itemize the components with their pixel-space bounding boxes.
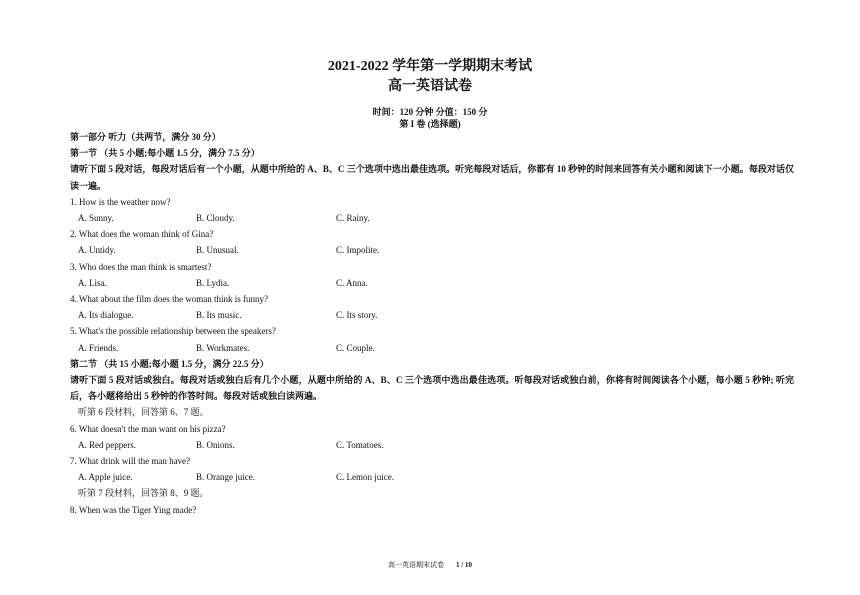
option-b: B. Onions. <box>196 439 235 450</box>
section2-instruction: 请听下面 5 段对话或独白。每段对话或独白后有几个小题，从题中所给的 A、B、C 三个选项中选出最佳选项。听每段对话或独白前，你将有时间阅读各个小题，每小题 5 秒钟; 听完后，各小题将给出 5 秒钟的作答时间。每段对话或独白读两遍。 <box>70 375 794 402</box>
volume-heading: 第 I 卷 (选择题) <box>399 119 461 129</box>
option-a: A. Sunny. <box>78 213 114 224</box>
options-3 <box>70 275 794 291</box>
option-b: B. Lydia. <box>196 277 230 288</box>
option-a: A. Friends. <box>78 342 119 353</box>
option-b: B. Cloudy. <box>196 213 235 224</box>
option-c: C. Impolite. <box>336 245 380 256</box>
options-1 <box>70 210 794 226</box>
section1-instruction: 请听下面 5 段对话，每段对话后有一个小题，从题中所给的 A、B、C 三个选项中选出最佳选项。听完每段对话后，你都有 10 秒钟的时间来回答有关小题和阅读下一小题。每段对话仅读一遍。 <box>70 164 794 191</box>
option-a: A. Red peppers. <box>78 439 136 450</box>
question-3: 3. Who does the man think is smartest? <box>70 261 212 272</box>
question-7: 7. What drink will the man have? <box>70 456 191 467</box>
options-2 <box>70 242 794 258</box>
question-5: 5. What's the possible relationship between the speakers? <box>70 326 276 337</box>
page-footer <box>0 560 860 570</box>
exam-body <box>70 129 794 518</box>
options-5 <box>70 340 794 356</box>
section1-heading: 第一节 （共 5 小题;每小题 1.5 分，满分 7.5 分） <box>70 148 260 159</box>
option-c: C. Its story. <box>336 310 378 321</box>
part-heading: 第一部分 听力（共两节，满分 30 分） <box>70 132 221 142</box>
question-8: 8. When was the Tiger Ying made? <box>70 504 197 515</box>
option-a: A. Untidy. <box>78 245 116 256</box>
section2-heading: 第二节 （共 15 小题;每小题 1.5 分，满分 22.5 分） <box>70 358 269 369</box>
material-7-note: 听第 7 段材料，回答第 8、9 题。 <box>78 488 209 499</box>
option-a: A. Apple juice. <box>78 472 133 483</box>
question-1: 1. How is the weather now? <box>70 196 171 207</box>
exam-meta: 时间：120 分钟 分值：150 分 <box>372 107 488 117</box>
page-number: 1 / 10 <box>456 561 472 569</box>
option-a: A. Its dialogue. <box>78 310 134 321</box>
option-c: C. Lemon juice. <box>336 472 394 483</box>
options-4 <box>70 307 794 323</box>
option-b: B. Its music. <box>196 310 242 321</box>
question-4: 4. What about the film does the woman think is funny? <box>70 294 269 305</box>
material-6-note: 听第 6 段材料，回答第 6、7 题。 <box>78 407 209 418</box>
exam-subtitle: 高一英语试卷 <box>388 79 472 94</box>
question-2: 2. What does the woman think of Gina? <box>70 229 214 240</box>
option-b: B. Orange juice. <box>196 472 255 483</box>
option-c: C. Anna. <box>336 277 368 288</box>
question-6: 6. What doesn't the man want on his pizza? <box>70 423 226 434</box>
option-a: A. Lisa. <box>78 277 107 288</box>
option-c: C. Rainy. <box>336 213 370 224</box>
option-c: C. Tomatoes. <box>336 439 384 450</box>
option-b: B. Unusual. <box>196 245 239 256</box>
options-7 <box>70 469 794 485</box>
exam-title: 2021-2022 学年第一学期期末考试 <box>327 59 533 74</box>
option-c: C. Couple. <box>336 342 375 353</box>
options-6 <box>70 437 794 453</box>
footer-label: 高一英语期末试卷 <box>388 561 445 569</box>
option-b: B. Workmates. <box>196 342 250 353</box>
